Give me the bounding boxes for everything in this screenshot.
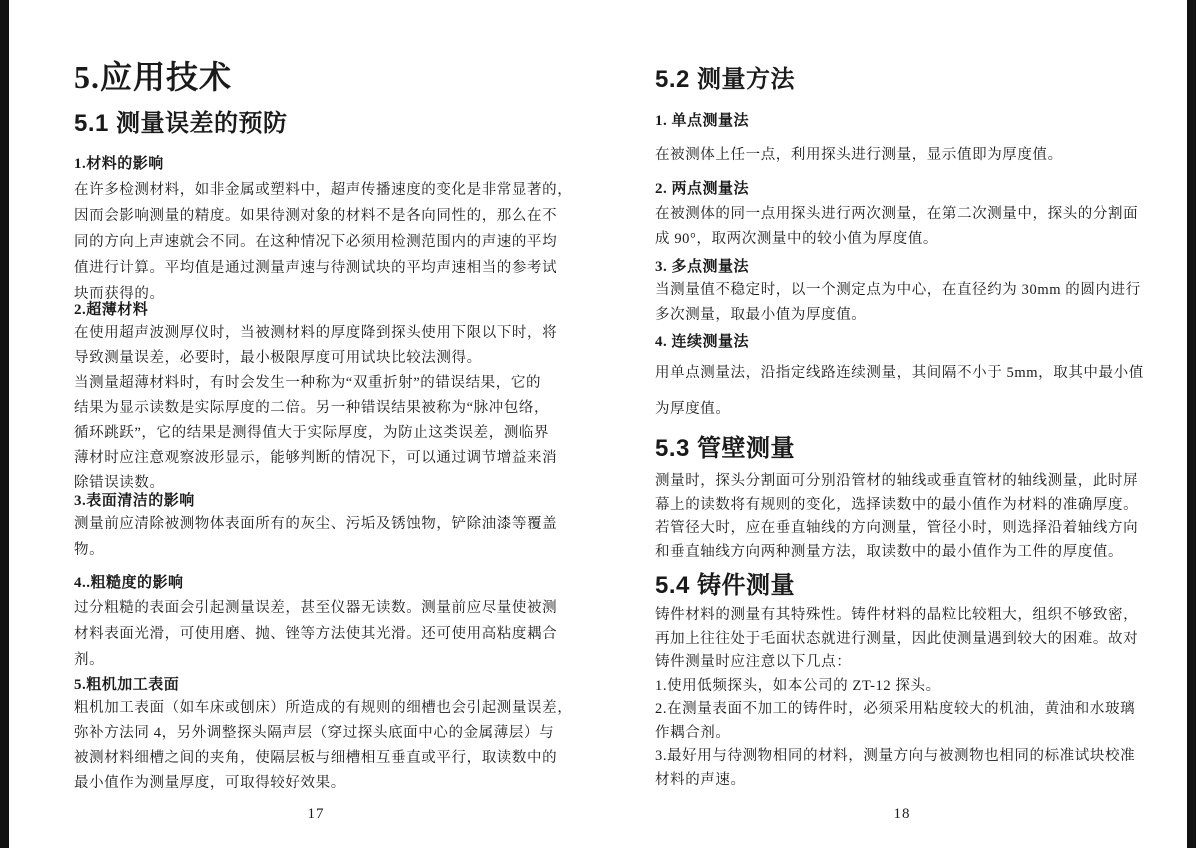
body-line: 弥补方法同 4，另外调整探头隔声层（穿过探头底面中心的金属薄层）与 bbox=[74, 725, 555, 741]
paragraph bbox=[655, 278, 1149, 328]
scan-edge-bar-left bbox=[0, 0, 9, 848]
body-line: 铸件测量时应注意以下几点： bbox=[655, 654, 852, 670]
subsection-heading: 4..粗糙度的影响 bbox=[74, 575, 184, 591]
body-line: 导致测量误差，必要时，最小极限厚度可用试块比较法测得。 bbox=[74, 350, 482, 366]
section-heading-5-1: 5.1 测量误差的预防 bbox=[74, 110, 288, 137]
body-line: 材料表面光滑，可使用磨、抛、锉等方法使其光滑。还可使用高粘度耦合 bbox=[74, 626, 558, 642]
body-line: 若管径大时，应在垂直轴线的方向测量，管径小时，则选择沿着轴线方向 bbox=[655, 520, 1139, 536]
body-line: 材料的声速。 bbox=[655, 771, 746, 788]
body-line: 值进行计算。平均值是通过测量声速与待测试块的平均声速相当的参考试 bbox=[74, 260, 558, 276]
body-line: 为厚度值。 bbox=[655, 401, 731, 417]
paragraph bbox=[74, 595, 558, 673]
body-line: 物。 bbox=[74, 542, 105, 558]
paragraph bbox=[655, 202, 1149, 252]
method-heading: 2. 两点测量法 bbox=[655, 181, 750, 197]
paragraph bbox=[655, 604, 1149, 792]
body-line: 成 90°，取两次测量中的较小值为厚度值。 bbox=[655, 231, 939, 247]
subsection-heading: 1.材料的影响 bbox=[74, 156, 164, 172]
body-line: 3.最好用与待测物相同的材料，测量方向与被测物也相同的标准试块校准 bbox=[655, 748, 1136, 764]
paragraph bbox=[655, 470, 1149, 564]
right-page bbox=[655, 0, 1149, 848]
body-line: 结果为显示读数是实际厚度的二倍。另一种错误结果被称为“脉冲包络， bbox=[74, 400, 550, 416]
body-line: 粗机加工表面（如车床或刨床）所造成的有规则的细槽也会引起测量误差， bbox=[74, 700, 573, 716]
paragraph bbox=[655, 142, 1149, 168]
left-page bbox=[74, 0, 573, 848]
page-number-left: 17 bbox=[307, 806, 325, 822]
body-line: 再加上往往处于毛面状态就进行测量，因此使测量遇到较大的困难。故对 bbox=[655, 630, 1139, 647]
method-heading: 4. 连续测量法 bbox=[655, 334, 750, 350]
page-number-right: 18 bbox=[893, 806, 911, 822]
body-line: 多次测量，取最小值为厚度值。 bbox=[655, 307, 867, 323]
scan-edge-bar-right bbox=[1187, 0, 1196, 848]
paragraph bbox=[74, 321, 558, 496]
body-line: 循环跳跃”，它的结果是测得值大于实际厚度，为防止这类误差，测临界 bbox=[74, 425, 550, 441]
body-line: 测量时，探头分割面可分别沿管材的轴线或垂直管材的轴线测量，此时屏 bbox=[655, 473, 1139, 489]
body-line: 在许多检测材料，如非金属或塑料中，超声传播速度的变化是非常显著的， bbox=[74, 182, 573, 198]
chapter-title: 5.应用技术 bbox=[74, 59, 233, 95]
body-line: 在被测体的同一点用探头进行两次测量，在第二次测量中，探头的分割面 bbox=[655, 206, 1139, 222]
body-line: 过分粗糙的表面会引起测量误差，甚至仪器无读数。测量前应尽量使被测 bbox=[74, 600, 558, 616]
body-line: 和垂直轴线方向两种测量方法，取读数中的最小值作为工件的厚度值。 bbox=[655, 543, 1124, 560]
body-line: 在被测体上任一点，利用探头进行测量，显示值即为厚度值。 bbox=[655, 147, 1063, 163]
body-line: 在使用超声波测厚仪时，当被测材料的厚度降到探头使用下限以下时，将 bbox=[74, 325, 558, 341]
subsection-heading: 3.表面清洁的影响 bbox=[74, 493, 195, 509]
body-line: 2.在测量表面不加工的铸件时，必须采用粘度较大的机油，黄油和水玻璃 bbox=[655, 701, 1136, 717]
method-heading: 3. 多点测量法 bbox=[655, 259, 750, 275]
subsection-heading: 5.粗机加工表面 bbox=[74, 677, 180, 693]
body-line: 薄材时应注意观察波形显示，能够判断的情况下，可以通过调节增益来消 bbox=[74, 450, 558, 466]
body-line: 用单点测量法，沿指定线路连续测量，其间隔不小于 5mm，取其中最小值 bbox=[655, 365, 1144, 381]
body-line: 因而会影响测量的精度。如果待测对象的材料不是各向同性的，那么在不 bbox=[74, 208, 558, 224]
paragraph bbox=[74, 696, 573, 796]
body-line: 铸件材料的测量有其特殊性。铸件材料的晶粒比较粗大，组织不够致密， bbox=[655, 607, 1139, 623]
body-line: 测量前应清除被测物体表面所有的灰尘、污垢及锈蚀物，铲除油漆等覆盖 bbox=[74, 516, 558, 532]
body-line: 作耦合剂。 bbox=[655, 724, 731, 741]
section-heading-5-4: 5.4 铸件测量 bbox=[655, 572, 796, 599]
method-heading: 1. 单点测量法 bbox=[655, 113, 750, 129]
paragraph bbox=[655, 360, 1149, 422]
body-line: 最小值作为测量厚度，可取得较好效果。 bbox=[74, 775, 346, 791]
paragraph bbox=[74, 177, 573, 307]
body-line: 剂。 bbox=[74, 652, 105, 668]
section-heading-5-3: 5.3 管壁测量 bbox=[655, 435, 796, 462]
body-line: 幕上的读数将有规则的变化，选择读数中的最小值作为材料的准确厚度。 bbox=[655, 496, 1139, 513]
paragraph bbox=[74, 511, 558, 563]
body-line: 被测材料细槽之间的夹角，使隔层板与细槽相互垂直或平行，取读数中的 bbox=[74, 750, 558, 766]
subsection-heading: 2.超薄材料 bbox=[74, 302, 149, 318]
section-heading-5-2: 5.2 测量方法 bbox=[655, 66, 796, 93]
body-line: 1.使用低频探头，如本公司的 ZT-12 探头。 bbox=[655, 677, 941, 694]
body-line: 当测量值不稳定时，以一个测定点为中心，在直径约为 30mm 的圆内进行 bbox=[655, 282, 1141, 298]
body-line: 同的方向上声速就会不同。在这种情况下必须用检测范围内的声速的平均 bbox=[74, 234, 558, 250]
body-line: 除错误读数。 bbox=[74, 475, 165, 491]
body-line: 当测量超薄材料时，有时会发生一种称为“双重折射”的错误结果，它的 bbox=[74, 375, 542, 391]
body-line: 块而获得的。 bbox=[74, 286, 165, 302]
